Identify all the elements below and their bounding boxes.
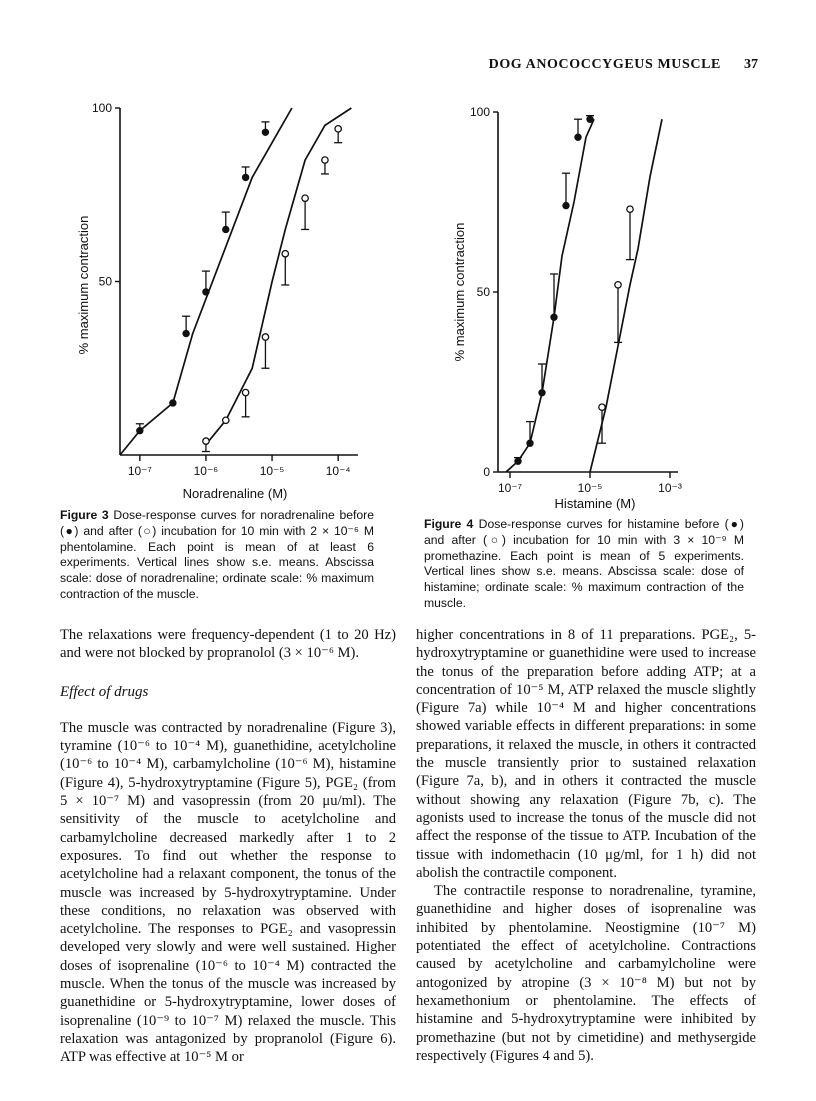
figure-4-caption [424, 517, 744, 612]
x-tick-label: 10⁻⁵ [577, 481, 603, 495]
data-point-filled [203, 289, 209, 295]
figure-3-chart [70, 95, 370, 505]
figure-4-caption-text: Dose-response curves for histamine before (●) and after (○) incubation for 10 min with 3 × 10⁻⁹ M promethazine. Each point is mean of 5 experiments. Vertical lines show s.e. means. Abscissa scale: dose of histamine; ordinate scale: % maximum contraction of the muscle. [424, 517, 744, 610]
figure-4-y-axis-label: % maximum contraction [452, 222, 467, 362]
left-text-column [60, 626, 396, 1067]
figure-3-y-axis-label: % maximum contraction [76, 215, 91, 355]
y-tick-label: 100 [91, 101, 112, 115]
y-tick-label: 100 [469, 105, 490, 119]
data-point-filled [183, 330, 189, 336]
data-point-filled [551, 314, 557, 320]
data-point-filled [539, 390, 545, 396]
data-point-filled [262, 129, 268, 135]
data-point-filled [242, 174, 248, 180]
x-tick-label: 10⁻⁷ [127, 464, 152, 478]
data-point-open [262, 334, 268, 340]
y-tick-label: 0 [483, 465, 490, 479]
data-point-open [599, 404, 605, 410]
running-header [0, 57, 816, 79]
figure-4-chart [450, 102, 750, 512]
x-tick-label: 10⁻³ [658, 481, 682, 495]
data-point-filled [170, 400, 176, 406]
figure-3-x-axis-label: Noradrenaline (M) [182, 486, 288, 501]
data-point-open [627, 206, 633, 212]
data-point-open [282, 251, 288, 257]
data-point-filled [587, 116, 593, 122]
data-point-open [223, 417, 229, 423]
figure-4-x-axis-label: Histamine (M) [554, 496, 636, 511]
y-tick-label: 50 [476, 285, 490, 299]
y-tick-label: 50 [98, 274, 112, 289]
data-point-open [203, 438, 209, 444]
x-tick-label: 10⁻⁵ [259, 464, 285, 478]
series-line-2 [206, 108, 352, 445]
left-paragraph-1: The relaxations were frequency-dependent (1 to 20 Hz) and were not blocked by propranolol (3 × 10⁻⁶ M). [60, 627, 396, 662]
data-point-open [322, 157, 328, 163]
x-tick-label: 10⁻⁶ [193, 464, 219, 478]
data-point-filled [527, 440, 533, 446]
series-line-2 [590, 119, 662, 472]
right-paragraph-1: higher concentrations in 8 of 11 preparations. PGE₂, 5-hydroxytryptamine or guanethidine were used to increase the tonus of the preparation before adding ATP; at a concentration of 10⁻⁵ M, ATP relaxed the muscle slightly (Figure 7a) while 10⁻⁴ M and higher concentrations showed variable effects in different preparations: in some preparations, it relaxed the muscle, in others it contracted the muscle transiently prior to sustained relaxation (Figure 7a, b), and in others it contracted the muscle without showing any relaxation (Figure 7b, c). The agonists used to increase the tonus of the muscle did not affect the response of the tissue to ATP. Incubation of the tissue with indomethacin (10 μg/ml, for 1 h) did not abolish the contractile component. [416, 627, 756, 881]
data-point-open [302, 195, 308, 201]
right-paragraph-2: The contractile response to noradrenaline, tyramine, guanethidine and higher doses of isoprenaline was inhibited by phentolamine. Neostigmine (10⁻⁷ M) potentiated the effect of acetylcholine. Contractions caused by acetylcholine and carbamylcholine were antogonized by atropine (3 × 10⁻⁸ M) but not by hexamethonium or phentolamine. The effects of histamine and 5-hydroxytryptamine were inhibited by promethazine (but not by cimetidine) and methysergide respectively (Figures 4 and 5). [416, 883, 756, 1064]
x-tick-label: 10⁻⁷ [497, 481, 523, 495]
series-line-1 [506, 119, 594, 472]
figure-3-caption-text: Dose-response curves for noradrenaline before (●) and after (○) incubation for 10 min with 2 × 10⁻⁶ M phentolamine. Each point is mean of at least 6 experiments. Vertical lines show s.e. means. Abscissa scale: dose of noradrenaline; ordinate scale: % maximum contraction of the muscle. [60, 508, 375, 601]
data-point-open [615, 282, 621, 288]
page-number: 37 [744, 57, 758, 72]
data-point-open [242, 389, 248, 395]
data-point-open [335, 126, 341, 132]
running-head-title: DOG ANOCOCCYGEUS MUSCLE [488, 57, 721, 72]
data-point-filled [563, 202, 569, 208]
left-paragraph-2: The muscle was contracted by noradrenaline (Figure 3), tyramine (10⁻⁶ to 10⁻⁴ M), guanethidine, acetylcholine (10⁻⁶ to 10⁻⁴ M), carbamylcholine (10⁻⁶ M), histamine (Figure 4), 5-hydroxytryptamine (Figure 5), PGE₂ (from 5 × 10⁻⁷ M) and vasopressin (from 20 μu/ml). The sensitivity of the muscle to acetylcholine and carbamylcholine decreased markedly after 1 to 2 exposures. To find out whether the response to acetylcholine had a relaxant component, the tonus of the muscle was increased by 5-hydroxytryptamine. Under these conditions, no relaxation was observed with acetylcholine. The responses to PGE₂ and vasopressin developed very slowly and were well sustained. Higher doses of isoprenaline (10⁻⁶ to 10⁻⁴ M) contracted the muscle. When the tonus of the muscle was increased by guanethidine or 5-hydroxytryptamine, lower doses of isoprenaline (10⁻⁹ to 10⁻⁷ M) relaxed the muscle. This relaxation was antagonized by propranolol (Figure 6). ATP was effective at 10⁻⁵ M or [60, 719, 396, 1066]
section-heading-effect-of-drugs: Effect of drugs [60, 683, 149, 700]
figure-3-caption [60, 508, 374, 603]
data-point-filled [137, 428, 143, 434]
data-point-filled [223, 226, 229, 232]
data-point-filled [515, 458, 521, 464]
right-text-column [416, 626, 756, 1065]
data-point-filled [575, 134, 581, 140]
figure-3-caption-label: Figure 3 [60, 508, 109, 522]
x-tick-label: 10⁻⁴ [325, 464, 351, 478]
figure-4-caption-label: Figure 4 [424, 517, 474, 531]
